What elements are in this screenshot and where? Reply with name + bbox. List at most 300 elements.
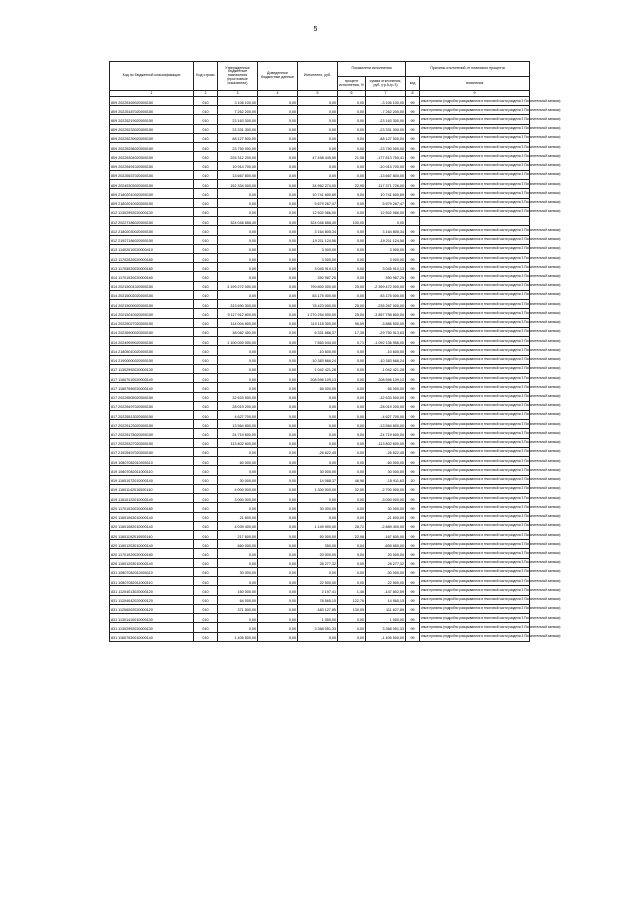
header-explanation: пояснения	[420, 77, 530, 91]
cell-approved: 0,00	[218, 549, 258, 558]
cell-explanation: иные причины (подробно раскрываются в текстовой части раздела 3 Пояснительной записки)	[420, 531, 530, 540]
cell-reason-code: 99	[406, 226, 420, 235]
cell-reason-code: 99	[406, 447, 420, 456]
cell-line: 010	[194, 170, 218, 179]
table-row	[110, 429, 530, 438]
table-row	[110, 410, 530, 419]
cell-executed: 34 962 274,00	[298, 180, 338, 189]
cell-explanation: иные причины (подробно раскрываются в текстовой части раздела 3 Пояснительной записки)	[420, 457, 530, 466]
cell-deviation: 30 000,00	[366, 503, 406, 512]
cell-percent: 21,08	[338, 152, 366, 161]
header-deviation: сумма отклонения, руб. (гр.5-гр.3)	[366, 77, 406, 91]
cell-approved: 660 000,00	[218, 540, 258, 549]
cell-executed: 799 800 000,00	[298, 281, 338, 290]
cell-approved: 150 000,00	[218, 586, 258, 595]
cell-line: 010	[194, 623, 218, 632]
cell-percent: 0,00	[338, 503, 366, 512]
cell-executed: 1 149 900,00	[298, 521, 338, 530]
cell-deviation: 65 000,00	[366, 383, 406, 392]
cell-brought: 0,00	[258, 586, 298, 595]
cell-executed: 0,00	[298, 170, 338, 179]
cell-reason-code: 99	[406, 272, 420, 281]
cell-explanation: иные причины (подробно раскрываются в текстовой части раздела 3 Пояснительной записки)	[420, 207, 530, 216]
cell-approved: 38 082 400,00	[218, 327, 258, 336]
cell-line: 010	[194, 152, 218, 161]
cell-explanation: иные причины (подробно раскрываются в текстовой части раздела 3 Пояснительной записки)	[420, 475, 530, 484]
cell-line: 010	[194, 558, 218, 567]
cell-code: 809 20225233020000150	[110, 124, 194, 133]
cell-percent: 0,00	[338, 106, 366, 115]
cell-code: 817 11607090020000140	[110, 383, 194, 392]
cell-reason-code: 99	[406, 152, 420, 161]
cell-deviation: -23 163 300,00	[366, 115, 406, 124]
cell-code: 831 11301410010000130	[110, 614, 194, 623]
cell-approved: 0,00	[218, 207, 258, 216]
table-row	[110, 170, 530, 179]
header-line: Код строки	[194, 62, 218, 91]
cell-reason-code: 99	[406, 263, 420, 272]
table-row	[110, 484, 530, 493]
cell-percent: 100,00	[338, 217, 366, 226]
cell-reason-code: 99	[406, 614, 420, 623]
cell-reason-code: 99	[406, 189, 420, 198]
cell-explanation: иные причины (подробно раскрываются в текстовой части раздела 3 Пояснительной записки)	[420, 189, 530, 198]
cell-code: 809 20225537020000150	[110, 170, 194, 179]
table-row	[110, 401, 530, 410]
table-body	[110, 97, 561, 642]
table-row	[110, 531, 530, 540]
cell-code: 809 21802010020000150	[110, 198, 194, 207]
cell-explanation: иные причины (подробно раскрываются в текстовой части раздела 3 Пояснительной записки)	[420, 632, 530, 641]
cell-percent: 0,00	[338, 447, 366, 456]
cell-code: 831 10807082010000110	[110, 567, 194, 576]
table-row	[110, 115, 530, 124]
cell-line: 010	[194, 420, 218, 429]
cell-line: 010	[194, 429, 218, 438]
cell-brought: 0,00	[258, 244, 298, 253]
cell-brought: 0,00	[258, 318, 298, 327]
cell-deviation: 3 164 805,34	[366, 226, 406, 235]
header-executed: Исполнено, руб.	[298, 62, 338, 91]
cell-approved: 0,00	[218, 253, 258, 262]
cell-line: 010	[194, 309, 218, 318]
table-row	[110, 614, 530, 623]
cell-explanation: иные причины (подробно раскрываются в текстовой части раздела 3 Пояснительной записки)	[420, 586, 530, 595]
cell-code: 817 20225497020000150	[110, 401, 194, 410]
cell-line: 010	[194, 586, 218, 595]
cell-line: 010	[194, 235, 218, 244]
cell-executed: 350,00	[298, 540, 338, 549]
table-row	[110, 235, 530, 244]
cell-executed: 3 045 910,13	[298, 263, 338, 272]
cell-approved: 7 262 200,00	[218, 106, 258, 115]
cell-reason-code: 99	[406, 235, 420, 244]
cell-line: 010	[194, 567, 218, 576]
cell-code: 817 11302992020000130	[110, 364, 194, 373]
table-row	[110, 447, 530, 456]
cell-deviation: -10 914 700,00	[366, 161, 406, 170]
cell-percent: 17,35	[338, 327, 366, 336]
cell-code: 819 11610122010000140	[110, 494, 194, 503]
cell-deviation: -235 267 000,00	[366, 300, 406, 309]
cell-reason-code: 99	[406, 401, 420, 410]
table-row	[110, 207, 530, 216]
cell-code: 831 11206002020000120	[110, 604, 194, 613]
cell-reason-code: 99	[406, 410, 420, 419]
cell-executed: 0,00	[298, 457, 338, 466]
cell-deviation: 14 565,15	[366, 595, 406, 604]
cell-code: 814 21805010020000150	[110, 346, 194, 355]
table-row	[110, 567, 530, 576]
table-row	[110, 253, 530, 262]
cell-reason-code: 99	[406, 170, 420, 179]
cell-explanation: иные причины (подробно раскрываются в текстовой части раздела 3 Пояснительной записки)	[420, 180, 530, 189]
cell-explanation: иные причины (подробно раскрываются в текстовой части раздела 3 Пояснительной записки)	[420, 401, 530, 410]
cell-brought: 0,00	[258, 226, 298, 235]
header-reason-code: код	[406, 77, 420, 91]
cell-brought: 0,00	[258, 595, 298, 604]
cell-brought: 0,00	[258, 133, 298, 142]
cell-deviation: -1 092 136 956,00	[366, 337, 406, 346]
cell-code: 812 11302992020000130	[110, 207, 194, 216]
table-row	[110, 226, 530, 235]
cell-percent: 0,00	[338, 558, 366, 567]
cell-line: 010	[194, 466, 218, 475]
cell-percent: 0,00	[338, 512, 366, 521]
cell-deviation: 0,00	[366, 217, 406, 226]
cell-percent: 0,00	[338, 623, 366, 632]
cell-explanation: иные причины (подробно раскрываются в текстовой части раздела 3 Пояснительной записки)	[420, 106, 530, 115]
cell-brought: 0,00	[258, 392, 298, 401]
cell-explanation: иные причины (подробно раскрываются в текстовой части раздела 3 Пояснительной записки)	[420, 383, 530, 392]
cell-code: 831 11204042020000120	[110, 595, 194, 604]
cell-deviation: 3 000,00	[366, 244, 406, 253]
cell-percent: 0,00	[338, 272, 366, 281]
cell-reason-code: 99	[406, 438, 420, 447]
cell-code: 809 20225256020000150	[110, 143, 194, 152]
cell-line: 010	[194, 503, 218, 512]
cell-approved: 324 046 656,40	[218, 217, 258, 226]
cell-executed: 28 277,32	[298, 558, 338, 567]
cell-deviation: 1 050,00	[366, 614, 406, 623]
table-row	[110, 503, 530, 512]
cell-explanation: иные причины (подробно раскрываются в текстовой части раздела 3 Пояснительной записки)	[420, 466, 530, 475]
table-row	[110, 189, 530, 198]
cell-approved: 13 667 800,00	[218, 170, 258, 179]
cell-executed: 12 502 066,00	[298, 207, 338, 216]
cell-code: 809 20225187020000150	[110, 106, 194, 115]
table-row	[110, 124, 530, 133]
cell-line: 010	[194, 383, 218, 392]
cell-percent: 25,00	[338, 300, 366, 309]
cell-explanation: иные причины (подробно раскрываются в текстовой части раздела 3 Пояснительной записки)	[420, 244, 530, 253]
cell-line: 010	[194, 512, 218, 521]
cell-line: 010	[194, 97, 218, 106]
cell-deviation: -88 127 500,00	[366, 133, 406, 142]
cell-percent: 0,00	[338, 290, 366, 299]
cell-explanation: иные причины (подробно раскрываются в текстовой части раздела 3 Пояснительной записки)	[420, 290, 530, 299]
cell-approved: 0,00	[218, 290, 258, 299]
cell-line: 010	[194, 281, 218, 290]
cell-line: 010	[194, 595, 218, 604]
table-row	[110, 392, 530, 401]
cell-approved: 3 000 000,00	[218, 494, 258, 503]
cell-percent: 0,00	[338, 374, 366, 383]
cell-explanation: иные причины (подробно раскрываются в текстовой части раздела 3 Пояснительной записки)	[420, 115, 530, 124]
cell-brought: 0,00	[258, 290, 298, 299]
cell-approved: 10 914 700,00	[218, 161, 258, 170]
table-row	[110, 521, 530, 530]
cell-code: 814 21900000020000150	[110, 355, 194, 364]
cell-explanation: иные причины (подробно раскрываются в текстовой части раздела 3 Пояснительной записки)	[420, 364, 530, 373]
cell-explanation: иные причины (подробно раскрываются в текстовой части раздела 3 Пояснительной записки)	[420, 577, 530, 586]
cell-executed: 0,00	[298, 632, 338, 641]
cell-line: 010	[194, 272, 218, 281]
cell-reason-code: 99	[406, 549, 420, 558]
cell-executed: 0,00	[298, 97, 338, 106]
cell-approved: 0,00	[218, 346, 258, 355]
cell-deviation: -28 019 200,00	[366, 401, 406, 410]
cell-deviation: 20 000,00	[366, 549, 406, 558]
cell-approved: 0,00	[218, 263, 258, 272]
table-row	[110, 300, 530, 309]
cell-approved: 152 334 000,00	[218, 180, 258, 189]
cell-explanation: иные причины (подробно раскрываются в текстовой части раздела 3 Пояснительной записки)	[420, 447, 530, 456]
table-row	[110, 586, 530, 595]
cell-approved: 60 000,00	[218, 457, 258, 466]
table-row	[110, 272, 530, 281]
cell-code: 819 10807082010000110	[110, 457, 194, 466]
cell-code: 814 20215009020000150	[110, 300, 194, 309]
column-number: 9	[420, 91, 530, 97]
cell-code: 817 20225505020000150	[110, 392, 194, 401]
cell-reason-code: 99	[406, 604, 420, 613]
cell-deviation: -3 000 000,00	[366, 494, 406, 503]
cell-brought: 0,00	[258, 281, 298, 290]
cell-approved: 0,00	[218, 558, 258, 567]
table-row	[110, 604, 530, 613]
budget-execution-table	[109, 61, 561, 642]
cell-deviation: -23 750 000,00	[366, 143, 406, 152]
cell-deviation: -177 813 750,41	[366, 152, 406, 161]
table-row	[110, 327, 530, 336]
cell-executed: 0,00	[298, 143, 338, 152]
cell-line: 010	[194, 143, 218, 152]
cell-code: 813 11402010020000410	[110, 244, 194, 253]
cell-brought: 0,00	[258, 466, 298, 475]
cell-line: 010	[194, 189, 218, 198]
cell-explanation: иные причины (подробно раскрываются в текстовой части раздела 3 Пояснительной записки)	[420, 337, 530, 346]
cell-executed: 3 000,00	[298, 244, 338, 253]
cell-explanation: иные причины (подробно раскрываются в текстовой части раздела 3 Пояснительной записки)	[420, 263, 530, 272]
cell-deviation: 111 627,85	[366, 604, 406, 613]
cell-brought: 0,00	[258, 235, 298, 244]
cell-executed: 78 565,15	[298, 595, 338, 604]
cell-deviation: -4 627 700,00	[366, 410, 406, 419]
cell-reason-code: 99	[406, 531, 420, 540]
cell-deviation: -15 911,63	[366, 475, 406, 484]
cell-percent: 0,00	[338, 429, 366, 438]
cell-brought: 0,00	[258, 521, 298, 530]
table-row	[110, 318, 530, 327]
cell-percent: 0,00	[338, 392, 366, 401]
cell-explanation: иные причины (подробно раскрываются в текстовой части раздела 3 Пояснительной записки)	[420, 309, 530, 318]
cell-explanation: иные причины (подробно раскрываются в текстовой части раздела 3 Пояснительной записки)	[420, 355, 530, 364]
cell-percent: 46,96	[338, 475, 366, 484]
header-approved: Утвержденные бюджетные назначения (прогнозные показатели)	[218, 62, 258, 91]
cell-reason-code	[406, 217, 420, 226]
cell-approved: 0,00	[218, 577, 258, 586]
cell-brought: 0,00	[258, 549, 298, 558]
cell-executed: 1 270 254 000,00	[298, 309, 338, 318]
table-row	[110, 244, 530, 253]
cell-deviation: -60 000,00	[366, 457, 406, 466]
cell-percent: 0,00	[338, 355, 366, 364]
cell-percent: 0,04	[338, 540, 366, 549]
cell-explanation: иные причины (подробно раскрываются в текстовой части раздела 3 Пояснительной записки)	[420, 97, 530, 106]
cell-deviation: 3 045 910,13	[366, 263, 406, 272]
cell-code: 813 11705020020000180	[110, 263, 194, 272]
cell-approved: 88 127 500,00	[218, 133, 258, 142]
cell-percent: 25,00	[338, 309, 366, 318]
cell-approved: 217 600,00	[218, 531, 258, 540]
cell-executed: 0,00	[298, 410, 338, 419]
cell-reason-code: 99	[406, 586, 420, 595]
cell-percent: 0,00	[338, 170, 366, 179]
cell-deviation: -2 399 472 000,00	[366, 281, 406, 290]
cell-code: 812 21802030020000150	[110, 226, 194, 235]
cell-code: 817 20225123020000150	[110, 420, 194, 429]
cell-executed: -10 600,00	[298, 346, 338, 355]
cell-explanation: иные причины (подробно раскрываются в текстовой части раздела 3 Пояснительной записки)	[420, 604, 530, 613]
cell-code: 817 20225513020000150	[110, 410, 194, 419]
cell-line: 010	[194, 457, 218, 466]
cell-percent: 32,50	[338, 484, 366, 493]
cell-brought: 0,00	[258, 263, 298, 272]
cell-brought: 0,00	[258, 401, 298, 410]
column-number: 5	[298, 91, 338, 97]
cell-deviation: 28 277,32	[366, 558, 406, 567]
cell-code: 809 20225491020000150	[110, 161, 194, 170]
cell-percent: 0,00	[338, 577, 366, 586]
cell-line: 010	[194, 355, 218, 364]
cell-deviation: -147 802,59	[366, 586, 406, 595]
cell-line: 010	[194, 364, 218, 373]
cell-approved: 0,00	[218, 272, 258, 281]
cell-approved: 0,00	[218, 226, 258, 235]
cell-approved: 4 627 700,00	[218, 410, 258, 419]
cell-explanation: иные причины (подробно раскрываются в текстовой части раздела 3 Пояснительной записки)	[420, 161, 530, 170]
cell-brought: 0,00	[258, 383, 298, 392]
cell-deviation: -10 383 666,24	[366, 355, 406, 364]
cell-percent: 22,98	[338, 531, 366, 540]
cell-approved: 23 331 300,00	[218, 124, 258, 133]
cell-explanation: иные причины (подробно раскрываются в текстовой части раздела 3 Пояснительной записки)	[420, 512, 530, 521]
cell-reason-code: 99	[406, 420, 420, 429]
cell-code: 809 20225304020000150	[110, 152, 194, 161]
cell-approved: 0,00	[218, 374, 258, 383]
cell-executed: 30 000,00	[298, 503, 338, 512]
cell-code: 814 20225027020000150	[110, 318, 194, 327]
cell-brought: 0,00	[258, 170, 298, 179]
cell-deviation: 3 000,00	[366, 253, 406, 262]
table-row	[110, 632, 530, 641]
cell-explanation: иные причины (подробно раскрываются в текстовой части раздела 3 Пояснительной записки)	[420, 438, 530, 447]
cell-approved: 0,00	[218, 466, 258, 475]
cell-deviation: 22 500,00	[366, 577, 406, 586]
cell-deviation: -23 331 300,00	[366, 124, 406, 133]
table-row	[110, 383, 530, 392]
cell-deviation: -30 000,00	[366, 567, 406, 576]
cell-brought: 0,00	[258, 364, 298, 373]
table-row	[110, 558, 530, 567]
cell-code: 820 11701020020000180	[110, 503, 194, 512]
cell-brought: 0,00	[258, 355, 298, 364]
cell-reason-code: 99	[406, 521, 420, 530]
cell-approved: 0,00	[218, 503, 258, 512]
cell-approved: 21 600,00	[218, 512, 258, 521]
cell-deviation: -13 667 800,00	[366, 170, 406, 179]
cell-explanation: иные причины (подробно раскрываются в текстовой части раздела 3 Пояснительной записки)	[420, 540, 530, 549]
cell-percent: 28,72	[338, 521, 366, 530]
cell-executed: 350 987,25	[298, 272, 338, 281]
cell-explanation: иные причины (подробно раскрываются в текстовой части раздела 3 Пояснительной записки)	[420, 503, 530, 512]
cell-executed: 47 498 449,59	[298, 152, 338, 161]
cell-reason-code: 99	[406, 623, 420, 632]
cell-deviation: -19 211 124,56	[366, 235, 406, 244]
cell-reason-code: 99	[406, 290, 420, 299]
cell-line: 010	[194, 549, 218, 558]
cell-deviation: -167 600,00	[366, 531, 406, 540]
cell-code: 814 20215010020000150	[110, 309, 194, 318]
cell-brought: 0,00	[258, 447, 298, 456]
table-row	[110, 438, 530, 447]
cell-deviation: -117 371 726,00	[366, 180, 406, 189]
cell-approved: 5 117 912 800,00	[218, 309, 258, 318]
cell-brought: 0,00	[258, 484, 298, 493]
cell-approved: 23 163 300,00	[218, 115, 258, 124]
cell-approved: 4 000 000,00	[218, 484, 258, 493]
cell-executed: 0,00	[298, 115, 338, 124]
cell-percent: 0,00	[338, 263, 366, 272]
cell-deviation: 12 502 066,00	[366, 207, 406, 216]
cell-brought: 0,00	[258, 374, 298, 383]
column-number: 4	[258, 91, 298, 97]
cell-reason-code: 99	[406, 180, 420, 189]
cell-code: 814 20215002020000150	[110, 290, 194, 299]
cell-explanation: иные причины (подробно раскрываются в текстовой части раздела 3 Пояснительной записки)	[420, 253, 530, 262]
table-row	[110, 457, 530, 466]
cell-line: 010	[194, 632, 218, 641]
column-number: 2	[194, 91, 218, 97]
cell-deviation: 10 741 600,69	[366, 189, 406, 198]
cell-deviation: 350 987,25	[366, 272, 406, 281]
cell-line: 010	[194, 521, 218, 530]
cell-explanation: иные причины (подробно раскрываются в текстовой части раздела 3 Пояснительной записки)	[420, 595, 530, 604]
cell-brought: 0,00	[258, 429, 298, 438]
cell-line: 010	[194, 300, 218, 309]
table-row	[110, 198, 530, 207]
cell-reason-code: 99	[406, 106, 420, 115]
cell-executed: 1 050,00	[298, 614, 338, 623]
cell-explanation: иные причины (подробно раскрываются в текстовой части раздела 3 Пояснительной записки)	[420, 346, 530, 355]
page-number: 5	[313, 26, 318, 33]
cell-deviation: -2 700 000,00	[366, 484, 406, 493]
cell-percent: 0,71	[338, 337, 366, 346]
header-indicators: Показатели исполнения	[338, 62, 406, 77]
cell-executed: 3 368 051,33	[298, 623, 338, 632]
cell-approved: 64 000,00	[218, 595, 258, 604]
